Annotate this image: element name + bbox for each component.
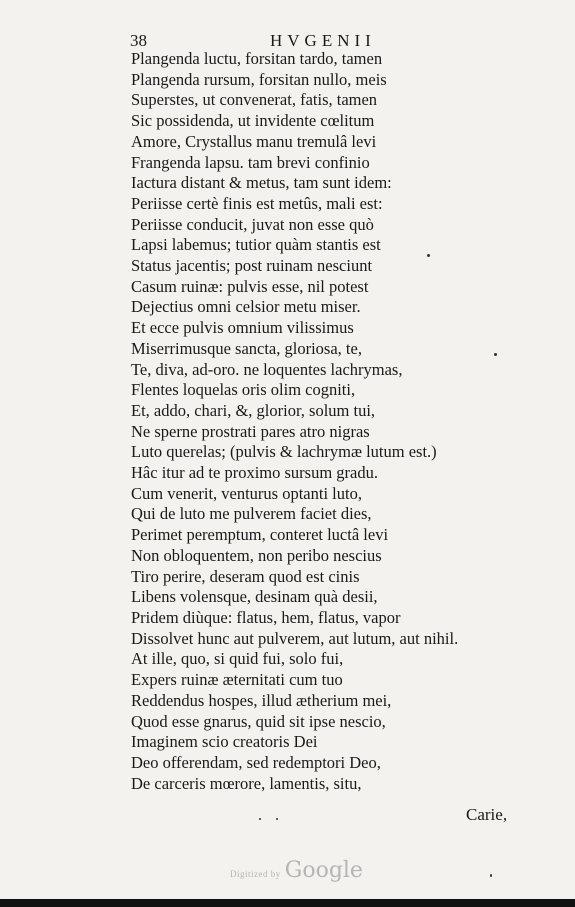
verse-line: Dissolvet hunc aut pulverem, aut lutum, aut nihil. — [131, 628, 459, 648]
verse-line: Sic possidenda, ut invidente cœlitum — [131, 111, 375, 131]
ink-speck — [259, 818, 261, 820]
verse-line: Lapsi labemus; tutior quàm stantis est — [131, 235, 381, 255]
verse-line: Status jacentis; post ruinam nesciunt — [131, 256, 373, 276]
verse-line: Imaginem scio creatoris Dei — [131, 732, 318, 752]
page-bottom-edge — [0, 899, 575, 907]
verse-line: Et, addo, chari, &, glorior, solum tui, — [131, 400, 376, 420]
verse-line: Periisse conducit, juvat non esse quò — [131, 214, 374, 234]
verse-line: Dejectius omni celsior metu miser. — [131, 297, 361, 317]
verse-line: Qui de luto me pulverem faciet dies, — [131, 504, 372, 524]
ink-speck — [494, 353, 497, 356]
digitization-watermark — [230, 858, 363, 883]
catchword: Carie, — [466, 805, 508, 824]
verse-line: At ille, quo, si quid fui, solo fui, — [131, 649, 344, 669]
verse-line: Plangenda luctu, forsitan tardo, tamen — [131, 49, 383, 68]
verse-line: Perimet peremptum, conteret luctâ levi — [131, 525, 389, 545]
verse-line: Reddendus hospes, illud ætherium mei, — [131, 690, 392, 710]
verse-line: Libens volensque, desinam quà desii, — [131, 587, 378, 607]
verse-line: Hâc itur ad te proximo sursum gradu. — [131, 463, 378, 483]
verse-line: Flentes loquelas oris olim cogniti, — [131, 380, 356, 400]
verse-line: Quod esse gnarus, quid sit ipse nescio, — [131, 711, 386, 731]
poem-text — [131, 49, 551, 794]
verse-line: Casum ruinæ: pulvis esse, nil potest — [131, 276, 369, 296]
ink-speck — [490, 874, 492, 877]
verse-line: Cum venerit, venturus optanti luto, — [131, 483, 362, 503]
ink-speck — [276, 818, 278, 820]
verse-line: Deo offerendam, sed redemptori Deo, — [131, 752, 381, 772]
verse-line: Tiro perire, deseram quod est cinis — [131, 566, 360, 586]
ink-speck — [427, 254, 430, 257]
verse-line: Et ecce pulvis omnium vilissimus — [131, 318, 354, 338]
verse-line: Periisse certè finis est metûs, mali est: — [131, 193, 383, 213]
verse-line: Te, diva, ad-oro. ne loquentes lachrymas, — [131, 359, 403, 379]
verse-line: Non obloquentem, non peribo nescius — [131, 545, 382, 565]
watermark-brand: Google — [284, 858, 363, 883]
verse-line: Expers ruinæ æternitati cum tuo — [131, 670, 343, 690]
verse-line: Iactura distant & metus, tam sunt idem: — [131, 173, 392, 193]
running-title: HVGENII — [270, 31, 376, 50]
watermark-prefix: Digitized by — [230, 869, 281, 879]
verse-line: Miserrimusque sancta, gloriosa, te, — [131, 338, 362, 358]
verse-line: Plangenda rursum, forsitan nullo, meis — [131, 69, 387, 89]
verse-line: Frangenda lapsu. tam brevi confinio — [131, 152, 370, 172]
verse-line: Ne sperne prostrati pares atro nigras — [131, 421, 370, 441]
verse-line: Amore, Crystallus manu tremulâ levi — [131, 131, 377, 151]
verse-line: Superstes, ut convenerat, fatis, tamen — [131, 90, 378, 110]
verse-line: Luto querelas; (pulvis & lachrymæ lutum est.) — [131, 442, 437, 462]
verse-line: De carceris mœrore, lamentis, situ, — [131, 773, 362, 793]
verse-line: Pridem diùque: flatus, hem, flatus, vapor — [131, 607, 401, 627]
page-number: 38 — [130, 31, 147, 50]
